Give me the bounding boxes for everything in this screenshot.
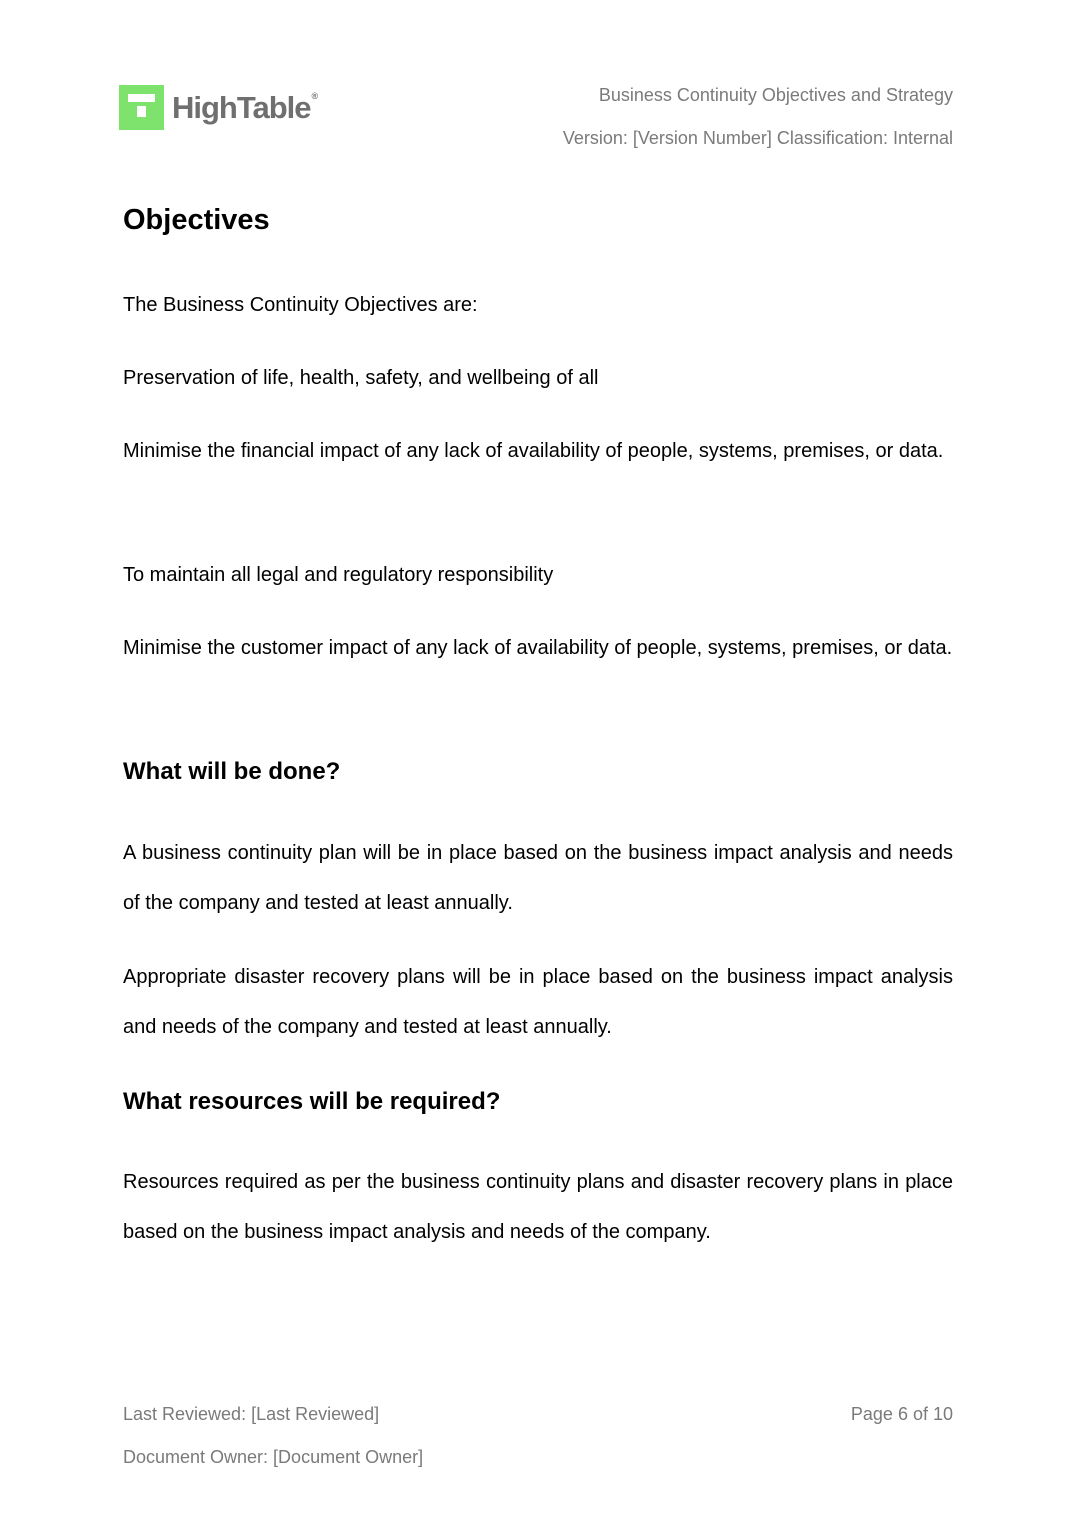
objective-item: Minimise the financial impact of any lack of availability of people, systems, premises, or data. <box>123 440 944 462</box>
objective-item: Minimise the customer impact of any lack of availability of people, systems, premises, or data. <box>123 637 953 659</box>
logo-mark-icon <box>119 85 164 130</box>
objective-item: Preservation of life, health, safety, and wellbeing of all <box>123 367 599 389</box>
objectives-intro: The Business Continuity Objectives are: <box>123 294 478 316</box>
document-title: Business Continuity Objectives and Strategy <box>598 85 953 105</box>
done-paragraph: Appropriate disaster recovery plans will be in place based on the business impact analysis and needs of the company and tested at least annually. <box>123 966 953 1038</box>
document-header <box>563 84 953 149</box>
page-number: Page 6 of 10 <box>850 1404 953 1424</box>
brand-logo <box>119 85 317 130</box>
version-classification: Version: [Version Number] Classification: Internal <box>562 128 953 148</box>
heading-what-will-be-done: What will be done? <box>123 758 341 785</box>
objective-item: To maintain all legal and regulatory responsibility <box>123 564 554 586</box>
footer-last-reviewed: Last Reviewed: [Last Reviewed] <box>123 1404 380 1424</box>
heading-objectives: Objectives <box>123 204 270 236</box>
registered-mark: ® <box>311 91 318 101</box>
footer-document-owner: Document Owner: [Document Owner] <box>123 1447 424 1467</box>
resources-paragraph: Resources required as per the business continuity plans and disaster recovery plans in place based on the business impact analysis and needs of the company. <box>123 1171 953 1243</box>
logo-wordmark: HighTable® <box>172 90 318 125</box>
done-paragraph: A business continuity plan will be in place based on the business impact analysis and needs of the company and tested at least annually. <box>123 842 953 914</box>
heading-resources: What resources will be required? <box>123 1088 501 1115</box>
